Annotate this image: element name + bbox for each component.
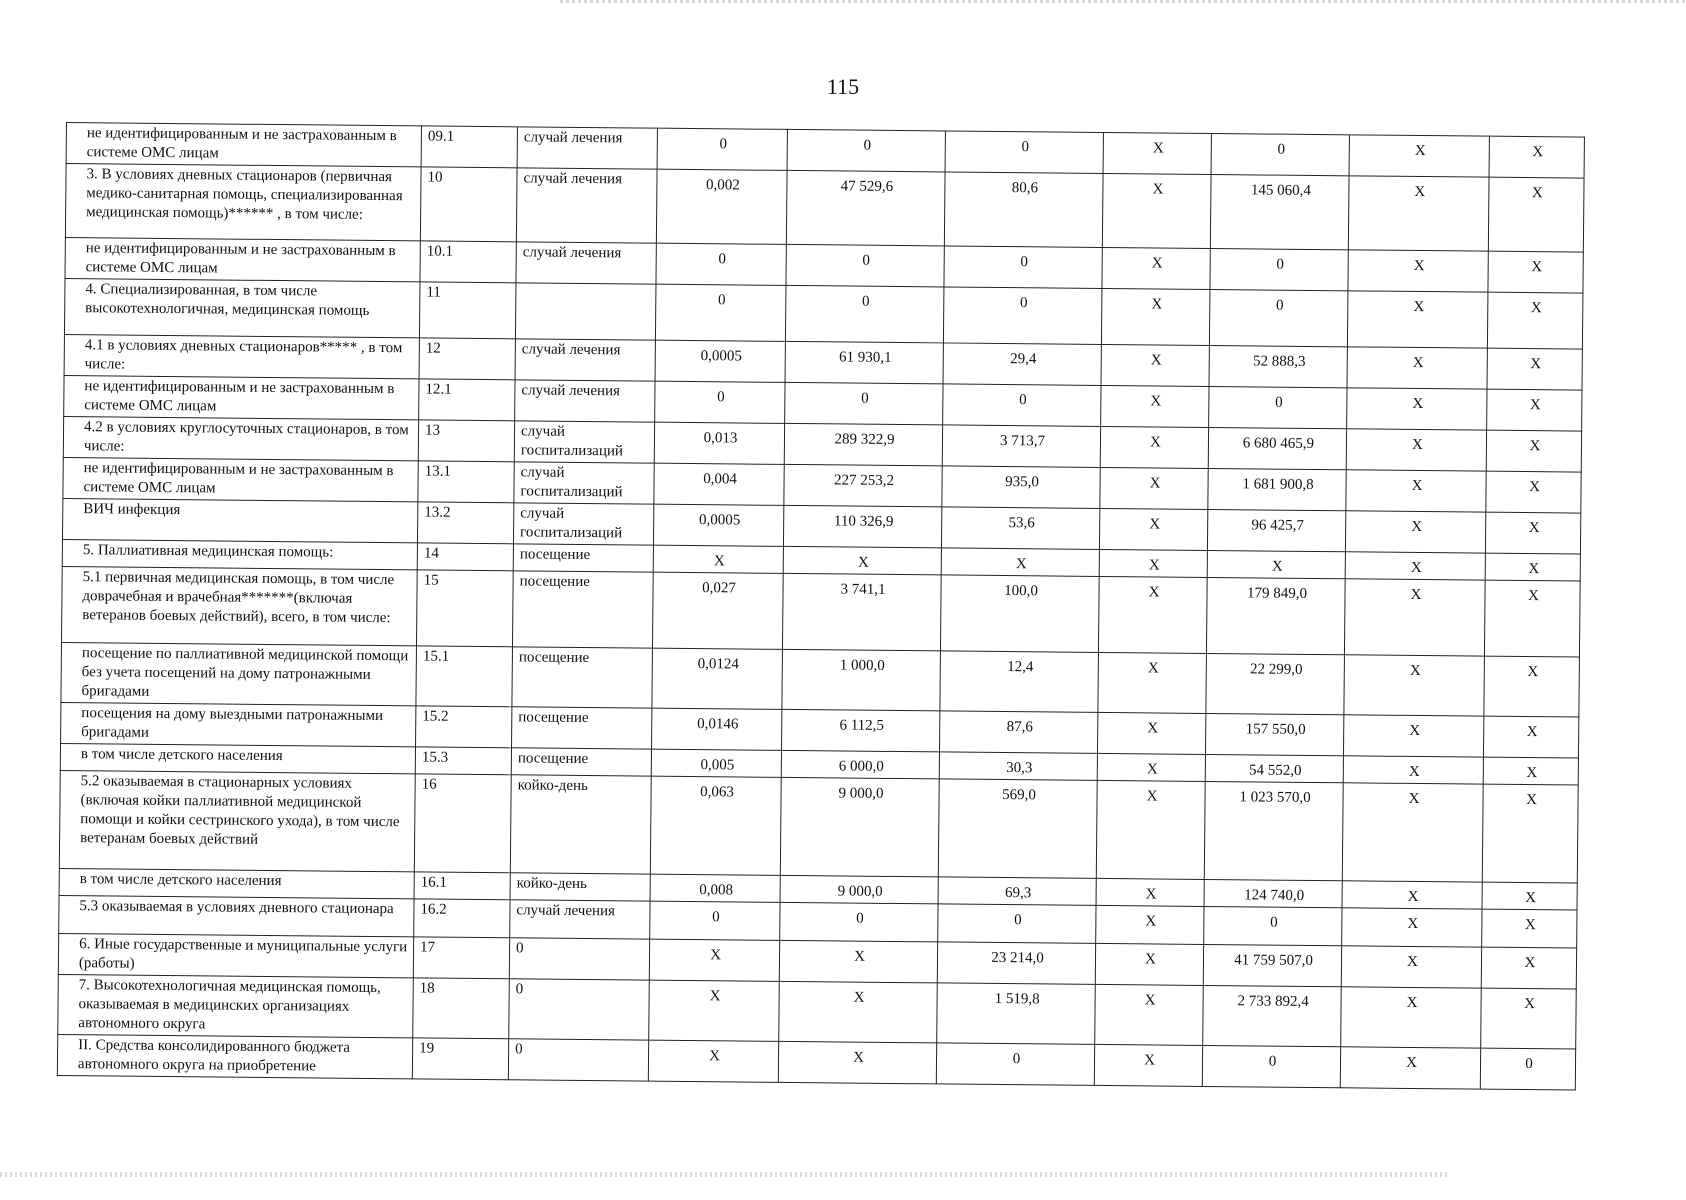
- row-value-cell-6: X: [1341, 946, 1481, 988]
- row-value-cell-6: X: [1344, 655, 1485, 716]
- row-unit-cell: случай лечения: [516, 168, 657, 243]
- row-value-cell-7: X: [1481, 988, 1577, 1049]
- row-unit-cell: случай госпитализаций: [513, 503, 653, 545]
- row-value-cell-6: X: [1346, 429, 1486, 471]
- row-value-cell-3: 12,4: [940, 651, 1099, 713]
- row-value-cell-6: X: [1343, 756, 1483, 784]
- row-value-cell-1: 0,002: [656, 169, 787, 244]
- row-name-cell: 5.2 оказываемая в стационарных условиях (включая койки паллиативной медицинской помощи и койки сестринского ухода), в том числе ветеранам боевых действий: [59, 770, 415, 871]
- row-code-cell: 11: [419, 282, 516, 339]
- row-name-cell: в том числе детского населения: [59, 868, 414, 898]
- row-name-cell: посещения на дому выездными патронажными бригадами: [61, 702, 416, 746]
- row-value-cell-2: 289 322,9: [784, 423, 942, 466]
- row-value-cell-4: X: [1095, 943, 1203, 985]
- row-unit-cell: койко-день: [510, 873, 650, 901]
- row-value-cell-4: X: [1097, 712, 1205, 754]
- row-value-cell-7: X: [1484, 580, 1580, 657]
- row-value-cell-6: X: [1342, 881, 1482, 909]
- row-value-cell-2: X: [779, 940, 937, 983]
- row-value-cell-4: X: [1094, 1044, 1202, 1086]
- row-value-cell-3: 0: [943, 287, 1102, 345]
- row-name-cell: 4. Специализированная, в том числе высокотехнологичная, медицинская помощь: [64, 278, 420, 337]
- row-unit-cell: 0: [508, 1039, 648, 1081]
- row-value-cell-2: 9 000,0: [780, 875, 938, 904]
- row-name-cell: 6. Иные государственные и муниципальные услуги (работы): [58, 933, 413, 977]
- row-value-cell-2: 0: [787, 129, 945, 172]
- row-value-cell-4: X: [1099, 508, 1207, 550]
- row-unit-cell: [515, 283, 656, 340]
- row-value-cell-5: 1 681 900,8: [1208, 468, 1346, 510]
- row-value-cell-3: 100,0: [940, 575, 1099, 653]
- row-value-cell-1: X: [653, 545, 783, 573]
- row-value-cell-1: 0,013: [654, 422, 784, 464]
- row-value-cell-3: 23 214,0: [937, 942, 1095, 985]
- row-value-cell-3: 87,6: [939, 711, 1097, 754]
- row-value-cell-7: X: [1481, 947, 1576, 989]
- row-name-cell: ВИЧ инфекция: [62, 498, 417, 542]
- row-value-cell-5: 179 849,0: [1206, 577, 1345, 654]
- row-value-cell-1: 0,005: [651, 749, 781, 777]
- row-value-cell-3: 53,6: [941, 507, 1099, 550]
- row-value-cell-3: 29,4: [943, 343, 1101, 386]
- row-value-cell-3: 569,0: [938, 779, 1097, 879]
- row-value-cell-5: 6 680 465,9: [1208, 427, 1346, 469]
- row-unit-cell: посещение: [513, 544, 653, 572]
- row-value-cell-3: 0: [938, 904, 1096, 944]
- row-unit-cell: посещение: [512, 647, 653, 708]
- row-value-cell-2: 1 000,0: [782, 649, 941, 711]
- row-value-cell-4: X: [1098, 576, 1207, 653]
- row-name-cell: 7. Высокотехнологичная медицинская помощь, оказываемая в медицинских организациях автономного округа: [58, 974, 414, 1037]
- row-value-cell-5: 0: [1209, 386, 1347, 428]
- row-value-cell-4: X: [1101, 385, 1209, 427]
- row-value-cell-5: 96 425,7: [1207, 509, 1345, 551]
- row-value-cell-2: 61 930,1: [785, 341, 943, 384]
- row-value-cell-2: X: [783, 546, 941, 575]
- row-value-cell-6: X: [1348, 176, 1489, 251]
- row-name-cell: не идентифицированным и не застрахованным в системе ОМС лицам: [66, 123, 421, 167]
- row-name-cell: в том числе детского населения: [60, 743, 415, 773]
- row-value-cell-7: X: [1487, 292, 1583, 349]
- row-unit-cell: койко-день: [510, 775, 651, 874]
- row-value-cell-7: X: [1485, 553, 1580, 581]
- row-value-cell-4: X: [1096, 780, 1205, 879]
- row-value-cell-6: X: [1345, 511, 1485, 553]
- row-value-cell-3: 0: [945, 131, 1103, 174]
- row-value-cell-5: 0: [1211, 133, 1349, 175]
- row-value-cell-7: X: [1483, 757, 1578, 785]
- row-value-cell-3: 0: [936, 1043, 1094, 1086]
- row-value-cell-7: X: [1487, 389, 1582, 431]
- row-value-cell-7: X: [1482, 784, 1578, 883]
- row-code-cell: 10.1: [420, 241, 516, 283]
- row-value-cell-2: 6 000,0: [781, 750, 939, 779]
- row-value-cell-1: 0: [655, 381, 785, 423]
- row-value-cell-5: 22 299,0: [1206, 653, 1345, 714]
- row-value-cell-5: 157 550,0: [1205, 713, 1343, 755]
- row-value-cell-5: X: [1207, 550, 1345, 578]
- row-value-cell-3: 80,6: [944, 172, 1103, 248]
- row-name-cell: 5.1 первичная медицинская помощь, в том числе доврачебная и врачебная*******(включая ветеранов боевых действий), всего, в том числе:: [62, 566, 418, 645]
- row-value-cell-4: X: [1095, 984, 1204, 1045]
- row-value-cell-7: X: [1484, 656, 1580, 717]
- row-value-cell-2: 227 253,2: [784, 464, 942, 507]
- row-code-cell: 16.2: [414, 899, 510, 938]
- row-value-cell-4: X: [1098, 652, 1207, 713]
- table-row: [62, 566, 1581, 657]
- table-sheet: [57, 122, 1585, 1091]
- row-value-cell-1: 0,0146: [652, 708, 782, 750]
- row-code-cell: 17: [413, 937, 509, 979]
- row-value-cell-7: 0: [1480, 1048, 1575, 1090]
- row-name-cell: 4.1 в условиях дневных стационаров***** , в том числе:: [64, 334, 419, 378]
- row-value-cell-4: X: [1102, 247, 1210, 289]
- row-code-cell: 15.1: [416, 646, 513, 707]
- row-code-cell: 18: [413, 978, 510, 1039]
- row-name-cell: 3. В условиях дневных стационаров (первичная медико-санитарная помощь, специализированная медицинская помощь)****** , в том числе:: [65, 164, 421, 241]
- row-value-cell-7: X: [1482, 882, 1577, 910]
- row-value-cell-4: X: [1101, 344, 1209, 386]
- row-value-cell-2: 110 326,9: [783, 505, 941, 548]
- row-value-cell-4: X: [1096, 878, 1204, 906]
- row-value-cell-3: 0: [943, 384, 1101, 427]
- row-value-cell-4: X: [1103, 132, 1211, 174]
- row-name-cell: посещение по паллиативной медицинской помощи без учета посещений на дому патронажными бригадами: [61, 642, 417, 705]
- row-value-cell-2: 0: [785, 382, 943, 425]
- row-value-cell-1: 0: [657, 128, 787, 170]
- row-value-cell-1: 0: [656, 243, 786, 285]
- row-code-cell: 13.1: [418, 461, 514, 503]
- row-value-cell-3: 1 519,8: [937, 983, 1096, 1045]
- row-value-cell-5: 54 552,0: [1205, 754, 1343, 782]
- row-value-cell-5: 0: [1202, 1045, 1340, 1087]
- row-name-cell: не идентифицированным и не застрахованным в системе ОМС лицам: [65, 237, 420, 281]
- row-value-cell-1: 0,004: [654, 463, 784, 505]
- row-value-cell-6: X: [1343, 715, 1483, 757]
- row-value-cell-6: X: [1346, 470, 1486, 512]
- row-value-cell-6: X: [1342, 908, 1482, 947]
- row-value-cell-3: X: [941, 548, 1099, 577]
- row-value-cell-4: X: [1100, 467, 1208, 509]
- row-unit-cell: 0: [509, 938, 649, 980]
- row-value-cell-6: X: [1344, 579, 1485, 656]
- row-name-cell: II. Средства консолидированного бюджета автономного округа на приобретение: [57, 1034, 412, 1078]
- row-value-cell-1: X: [648, 1040, 778, 1082]
- row-value-cell-6: X: [1342, 783, 1483, 882]
- row-value-cell-4: X: [1096, 905, 1204, 944]
- row-unit-cell: посещение: [511, 748, 651, 776]
- page-number: 115: [826, 74, 860, 99]
- row-name-cell: не идентифицированным и не застрахованным в системе ОМС лицам: [64, 375, 419, 419]
- row-value-cell-4: X: [1102, 173, 1211, 248]
- row-value-cell-3: 69,3: [938, 877, 1096, 906]
- row-value-cell-6: X: [1345, 552, 1485, 580]
- row-code-cell: 12: [419, 338, 515, 380]
- row-unit-cell: случай лечения: [517, 127, 657, 169]
- row-value-cell-7: X: [1485, 512, 1580, 554]
- row-unit-cell: случай госпитализаций: [514, 462, 654, 504]
- row-value-cell-2: 3 741,1: [782, 573, 941, 651]
- scan-edge-bottom: [0, 1172, 1450, 1177]
- row-value-cell-5: 0: [1209, 289, 1348, 346]
- row-value-cell-5: 52 888,3: [1209, 345, 1347, 387]
- row-value-cell-1: 0,027: [652, 572, 783, 649]
- row-value-cell-2: X: [778, 1041, 936, 1084]
- row-code-cell: 09.1: [421, 126, 517, 168]
- row-value-cell-5: 0: [1204, 906, 1342, 945]
- row-code-cell: 16.1: [414, 872, 510, 900]
- row-value-cell-7: X: [1488, 251, 1583, 293]
- row-unit-cell: случай лечения: [516, 242, 656, 284]
- row-value-cell-6: X: [1347, 388, 1487, 430]
- row-value-cell-7: X: [1486, 430, 1581, 472]
- row-value-cell-7: X: [1483, 716, 1578, 758]
- row-code-cell: 13: [418, 420, 514, 462]
- row-value-cell-7: X: [1487, 348, 1582, 390]
- row-code-cell: 13.2: [417, 502, 513, 544]
- row-value-cell-1: 0: [650, 901, 780, 940]
- row-value-cell-1: 0,0124: [652, 648, 783, 709]
- row-value-cell-7: X: [1488, 177, 1584, 252]
- row-unit-cell: случай госпитализаций: [514, 421, 654, 463]
- row-value-cell-7: X: [1482, 909, 1577, 948]
- row-value-cell-3: 0: [944, 246, 1102, 289]
- row-value-cell-6: X: [1340, 1047, 1480, 1089]
- row-value-cell-5: 41 759 507,0: [1203, 944, 1341, 986]
- row-value-cell-4: X: [1097, 753, 1205, 781]
- row-value-cell-1: 0,0005: [653, 504, 783, 546]
- row-name-cell: не идентифицированным и не застрахованным в системе ОМС лицам: [63, 457, 418, 501]
- row-value-cell-6: X: [1348, 250, 1488, 292]
- row-value-cell-3: 30,3: [939, 752, 1097, 781]
- row-value-cell-2: 0: [785, 285, 944, 343]
- row-code-cell: 15: [416, 570, 513, 647]
- row-value-cell-1: 0,008: [650, 874, 780, 902]
- row-unit-cell: случай лечения: [510, 900, 650, 939]
- financing-table: [57, 122, 1585, 1091]
- row-code-cell: 10: [420, 167, 517, 242]
- table-body: [57, 123, 1584, 1091]
- row-name-cell: 4.2 в условиях круглосуточных стационаров, в том числе:: [63, 416, 418, 460]
- row-value-cell-4: X: [1099, 549, 1207, 577]
- row-value-cell-1: X: [649, 980, 780, 1041]
- row-name-cell: 5. Паллиативная медицинская помощь:: [62, 539, 417, 569]
- row-code-cell: 19: [412, 1038, 508, 1080]
- row-unit-cell: посещение: [512, 707, 652, 749]
- row-value-cell-2: 0: [786, 244, 944, 287]
- row-value-cell-5: 0: [1210, 248, 1348, 290]
- row-value-cell-3: 935,0: [942, 466, 1100, 509]
- row-value-cell-1: 0,0005: [655, 340, 785, 382]
- row-code-cell: 15.2: [416, 706, 512, 748]
- table-row: [59, 770, 1578, 883]
- row-value-cell-4: X: [1101, 288, 1210, 345]
- row-value-cell-4: X: [1100, 426, 1208, 468]
- row-value-cell-5: 2 733 892,4: [1203, 985, 1342, 1046]
- row-value-cell-6: X: [1349, 135, 1489, 177]
- row-value-cell-1: 0,063: [650, 776, 781, 875]
- row-value-cell-3: 3 713,7: [942, 425, 1100, 468]
- row-unit-cell: посещение: [512, 571, 653, 648]
- row-value-cell-7: X: [1489, 136, 1584, 178]
- row-value-cell-2: 47 529,6: [786, 170, 945, 246]
- row-value-cell-2: 9 000,0: [780, 777, 939, 877]
- row-unit-cell: случай лечения: [515, 380, 655, 422]
- row-value-cell-5: 124 740,0: [1204, 879, 1342, 907]
- row-value-cell-7: X: [1486, 471, 1581, 513]
- row-name-cell: 5.3 оказываемая в условиях дневного стационара: [59, 895, 414, 936]
- row-value-cell-6: X: [1347, 347, 1487, 389]
- row-value-cell-6: X: [1341, 987, 1482, 1048]
- row-code-cell: 14: [417, 543, 513, 571]
- row-unit-cell: случай лечения: [515, 339, 655, 381]
- row-code-cell: 12.1: [419, 379, 515, 421]
- row-value-cell-5: 145 060,4: [1210, 174, 1349, 249]
- scan-edge-top: [560, 0, 1686, 3]
- row-value-cell-5: 1 023 570,0: [1204, 781, 1343, 880]
- row-code-cell: 15.3: [415, 747, 511, 775]
- row-value-cell-2: X: [779, 981, 938, 1043]
- row-value-cell-6: X: [1347, 291, 1488, 348]
- row-unit-cell: 0: [509, 979, 650, 1040]
- row-code-cell: 16: [414, 774, 511, 873]
- row-value-cell-2: 0: [780, 902, 938, 942]
- row-value-cell-1: 0: [655, 284, 786, 341]
- row-value-cell-2: 6 112,5: [782, 709, 940, 752]
- row-value-cell-1: X: [649, 939, 779, 981]
